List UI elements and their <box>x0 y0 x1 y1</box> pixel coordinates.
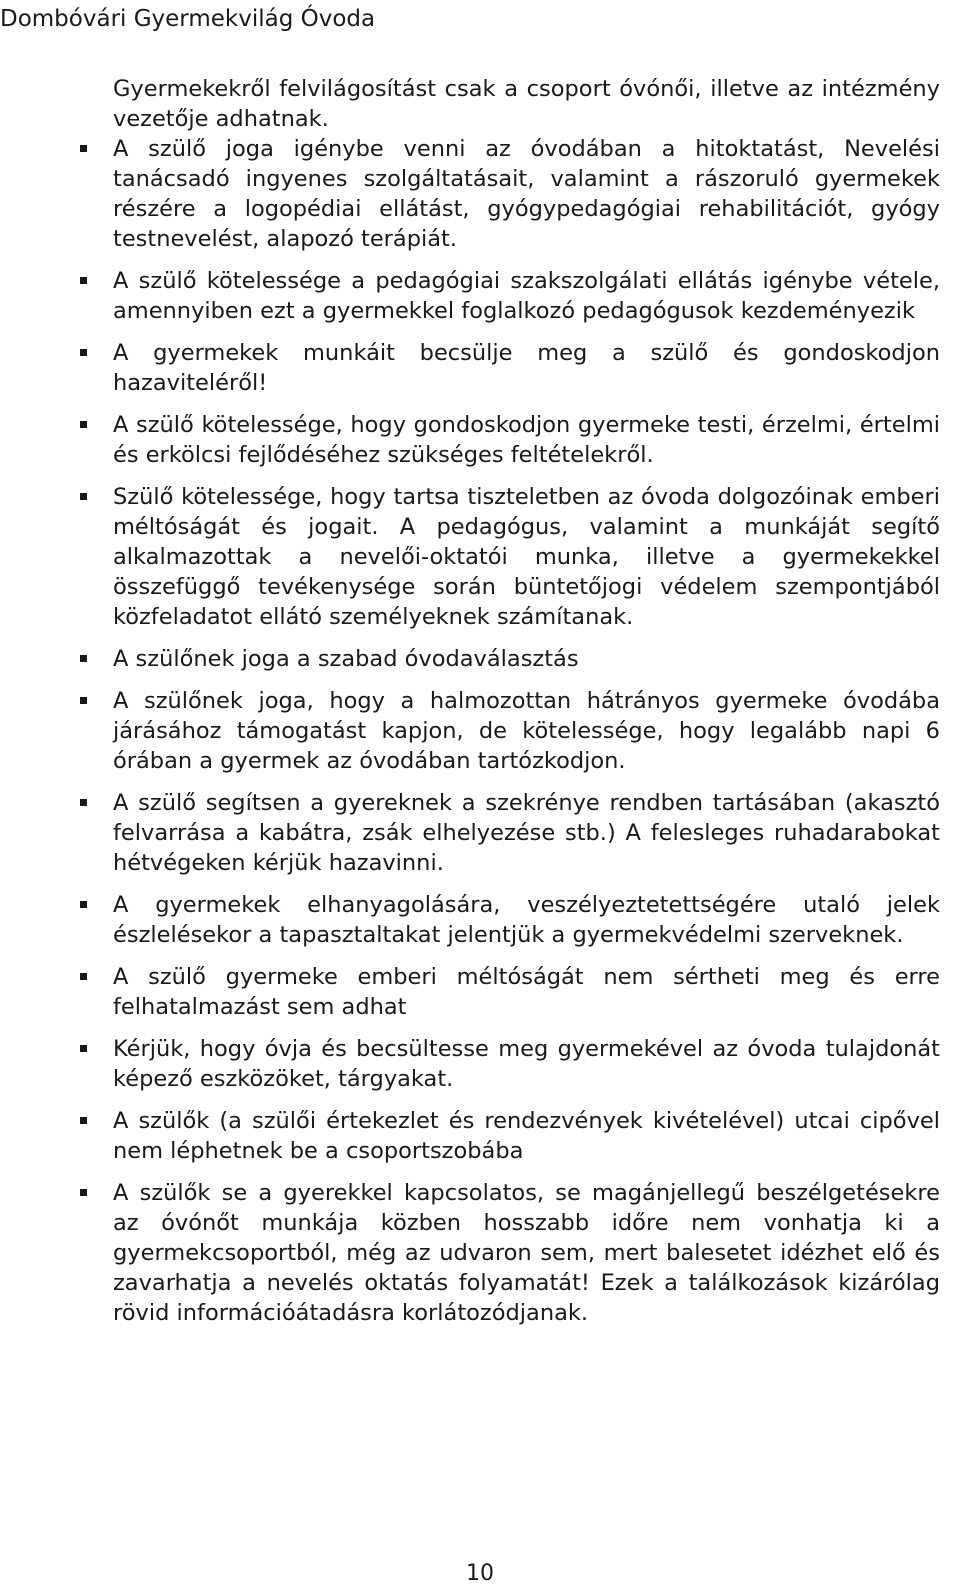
list-item-text: A szülő segítsen a gyereknek a szekrénye rendben tartásában (akasztó felvarrása a kabátra, zsák elhelyezése stb.) A felesleges ruhadarabokat hétvégeken kérjük hazavinni. <box>113 790 940 876</box>
square-bullet-icon <box>80 1189 87 1196</box>
list-item-text: Kérjük, hogy óvja és becsültesse meg gyermekével az óvoda tulajdonát képező eszközöket, tárgyakat. <box>113 1036 940 1092</box>
list-item-text: A szülő gyermeke emberi méltóságát nem sértheti meg és erre felhatalmazást sem adhat <box>113 964 940 1020</box>
square-bullet-icon <box>80 349 87 356</box>
square-bullet-icon <box>80 493 87 500</box>
square-bullet-icon <box>80 799 87 806</box>
list-item <box>113 644 940 674</box>
list-item-text: A szülők se a gyerekkel kapcsolatos, se magánjellegű beszélgetésekre az óvónőt munkája közben hosszabb időre nem vonhatja ki a gyermekcsoportból, még az udvaron sem, mert balesetet idézhet elő és zavarhatja a nevelés oktatás folyamatát! Ezek a találkozások kizárólag rövid információátadásra korlátozódjanak. <box>113 1180 940 1326</box>
square-bullet-icon <box>80 145 87 152</box>
list-item-text: A szülő kötelessége, hogy gondoskodjon gyermeke testi, érzelmi, értelmi és erkölcsi fejlődéséhez szükséges feltételekről. <box>113 412 940 468</box>
list-item-text: A gyermekek munkáit becsülje meg a szülő és gondoskodjon hazaviteléről! <box>113 340 940 396</box>
square-bullet-icon <box>80 1045 87 1052</box>
list-item <box>113 482 940 632</box>
rules-list <box>0 134 960 1328</box>
page-number: 10 <box>466 1561 494 1586</box>
list-item <box>113 410 940 470</box>
list-item <box>113 1106 940 1166</box>
list-item <box>113 788 940 878</box>
square-bullet-icon <box>80 901 87 908</box>
document-body <box>0 74 960 1328</box>
list-item-text: A gyermekek elhanyagolására, veszélyeztetettségére utaló jelek észlelésekor a tapasztaltakat jelentjük a gyermekvédelmi szerveknek. <box>113 892 940 948</box>
list-item-text: A szülők (a szülői értekezlet és rendezvények kivételével) utcai cipővel nem léphetnek be a csoportszobába <box>113 1108 940 1164</box>
square-bullet-icon <box>80 697 87 704</box>
list-item <box>113 134 940 254</box>
list-item <box>113 962 940 1022</box>
list-item-text: A szülő kötelessége a pedagógiai szakszolgálati ellátás igénybe vétele, amennyiben ezt a gyermekkel foglalkozó pedagógusok kezdeményezik <box>113 268 940 324</box>
square-bullet-icon <box>80 277 87 284</box>
square-bullet-icon <box>80 421 87 428</box>
list-item <box>113 1178 940 1328</box>
list-item-text: A szülőnek joga, hogy a halmozottan hátrányos gyermeke óvodába járásához támogatást kapjon, de kötelessége, hogy legalább napi 6 órában a gyermek az óvodában tartózkodjon. <box>113 688 940 774</box>
list-item <box>113 1034 940 1094</box>
list-item-text: A szülőnek joga a szabad óvodaválasztás <box>113 646 579 672</box>
list-item <box>113 686 940 776</box>
square-bullet-icon <box>80 1117 87 1124</box>
list-item-text: A szülő joga igénybe venni az óvodában a hitoktatást, Nevelési tanácsadó ingyenes szolgáltatásait, valamint a rászoruló gyermekek részére a logopédiai ellátást, gyógypedagógiai rehabilitációt, gyógy testnevelést, alapozó terápiát. <box>113 136 940 252</box>
list-item <box>113 266 940 326</box>
intro-paragraph: Gyermekekről felvilágosítást csak a csoport óvónői, illetve az intézmény vezetője adhatnak. <box>113 76 940 132</box>
list-item-text: Szülő kötelessége, hogy tartsa tiszteletben az óvoda dolgozóinak emberi méltóságát és jogait. A pedagógus, valamint a munkáját segítő alkalmazottak a nevelői-oktatói munka, illetve a gyermekekkel összefüggő tevékenysége során büntetőjogi védelem szempontjából közfeladatot ellátó személyeknek számítanak. <box>113 484 940 630</box>
page-header: Dombóvári Gyermekvilág Óvoda <box>0 6 376 32</box>
list-item <box>113 890 940 950</box>
list-item <box>113 338 940 398</box>
square-bullet-icon <box>80 973 87 980</box>
square-bullet-icon <box>80 655 87 662</box>
